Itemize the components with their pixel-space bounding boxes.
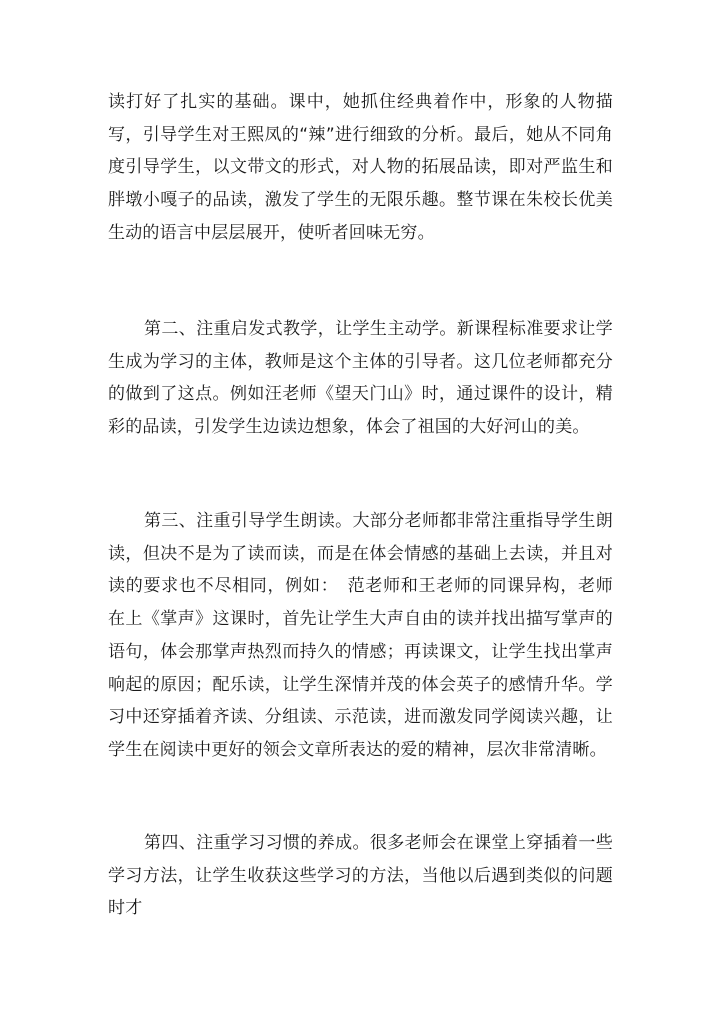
paragraph-point-three: 第三、注重引导学生朗读。大部分老师都非常注重指导学生朗读，但决不是为了读而读，而是在体会情感的基础上去读，并且对读的要求也不尽相同，例如： 范老师和王老师的同课异构，老师在上《掌声》这课时，首先让学生大声自由的读并找出描写掌声的语句，体会那掌声热烈而持久的情感；再读课文，让学生找出掌声响起的原因；配乐读，让学生深情并茂的体会英子的感情升华。学习中还穿插着齐读、分组读、示范读，进而激发同学阅读兴趣，让学生在阅读中更好的领会文章所表达的爱的精神，层次非常清晰。 xyxy=(108,511,613,760)
paragraph-point-four: 第四、注重学习习惯的养成。很多老师会在课堂上穿插着一些学习方法，让学生收获这些学习的方法，当他以后遇到类似的问题时才 xyxy=(108,833,613,919)
paragraph-continuation: 读打好了扎实的基础。课中，她抓住经典着作中，形象的人物描写，引导学生对王熙凤的“辣”进行细致的分析。最后，她从不同角度引导学生，以文带文的形式，对人物的拓展品读，即对严监生和胖墩小嘎子的品读，激发了学生的无限乐趣。整节课在朱校长优美生动的语言中层层展开，使听者回味无穷。 xyxy=(108,92,613,243)
paragraph-point-two: 第二、注重启发式教学，让学生主动学。新课程标准要求让学生成为学习的主体，教师是这个主体的引导者。这几位老师都充分的做到了这点。例如汪老师《望天门山》时，通过课件的设计，精彩的品读，引发学生边读边想象，体会了祖国的大好河山的美。 xyxy=(108,319,613,438)
